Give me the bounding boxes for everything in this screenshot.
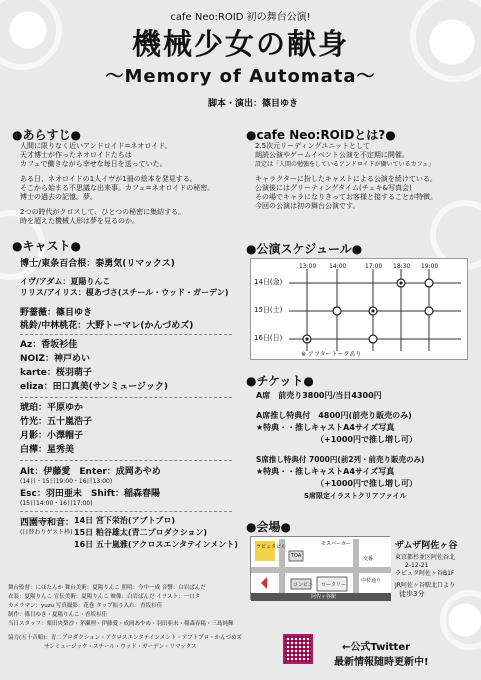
venue-address-line: 2-12-21 <box>405 562 429 569</box>
map-label: TOA <box>291 553 302 559</box>
about-line: 今回の公演は初の舞台公演です。 <box>255 202 360 210</box>
twitter-promo <box>334 638 429 668</box>
page-subtitle: 〜Memory of Automata〜 <box>105 66 376 87</box>
about-heading: ●cafe Neo:ROIDとは?● <box>246 128 396 142</box>
cast-entry: Alt：伊藤愛 Enter：成岡あやめ <box>20 467 161 477</box>
cast-entry: NOIZ：神戸めい <box>20 354 91 364</box>
map-label: 交番 <box>363 556 374 562</box>
about-line: その場でキャラになりきってお客様と接することが特徴。 <box>255 193 437 201</box>
ticket-line: ★特典・・推しキャストA4サイズ写真 <box>256 423 395 432</box>
ticket-line: A席 前売り3800円/当日4300円 <box>256 391 382 400</box>
about-text <box>255 142 475 211</box>
guest-row: 16日 五十嵐雅(アクロスエンタテインメント) <box>74 540 238 549</box>
schedule-grid <box>251 259 469 361</box>
tickets-heading: ●チケット● <box>246 374 314 388</box>
synopsis-line: カフェで働きながら幸せな毎日を送っていた。 <box>20 160 167 168</box>
map-label: 阿佐ヶ谷駅 <box>311 594 337 600</box>
cast-entry: 白樺：星秀美 <box>20 445 75 455</box>
guest-row: 14日 宮下栄治(アブトプロ) <box>74 516 176 525</box>
time-label: 19:00 <box>421 263 439 270</box>
staff-line: 協力(五十音順)：青二プロダクション・アクロスエンタテインメント・アブトプロ・かんづめズ <box>8 635 242 641</box>
twitter-qr-code[interactable] <box>283 634 313 664</box>
cast-entry: eliza：田口真美(サンミュージック) <box>20 382 169 392</box>
day-label: 16日(日) <box>254 334 283 342</box>
cast-entry: 月影：小澤帽子 <box>20 431 84 441</box>
schedule-note: ※ アフタートークあり <box>301 351 362 358</box>
cast-entry: Esc：羽田亜未 Shift：稲森春陽 <box>20 489 161 499</box>
staff-line: 制作：篠目ゆき・夏陽りんこ・香坂衫佳 <box>8 612 108 618</box>
map-label: 中杉通り <box>361 578 382 584</box>
schedule-heading: ●公演スケジュール● <box>246 242 363 256</box>
cast-entry: karte：桜羽萌子 <box>20 368 92 378</box>
venue-access-line: 徒歩3分 <box>399 590 425 598</box>
day-label: 14日(金) <box>254 278 283 286</box>
synopsis-heading: ●あらすじ● <box>12 128 81 142</box>
map-label: コンビニ <box>293 582 314 588</box>
venue-map <box>250 536 390 600</box>
divider <box>20 334 232 335</box>
credit: 脚本・演出：篠目ゆき <box>208 99 299 109</box>
cast-note: (14日・15日19:00・16日13:00) <box>20 478 113 485</box>
synopsis-text <box>20 142 235 226</box>
cast-note: (15日14:00・16日17:00) <box>20 500 93 507</box>
staff-line: サンミュージック・スチール・ウッド・ガーデン・リマックス <box>44 644 197 650</box>
venue-address-line: 東京都杉並区阿佐谷北 <box>395 554 456 561</box>
staff-line: カメラマン：yuzu 写真撮影：花巻 タップ振り入れ：香坂衫佳 <box>8 603 163 609</box>
header-tagline: cafe Neo:ROID 初の舞台公演! <box>170 12 311 23</box>
twitter-update: 最新情報随時更新中! <box>334 657 429 668</box>
venue-access-line: JR阿佐ヶ谷駅北口より <box>395 582 455 589</box>
time-label: 17:00 <box>365 263 383 270</box>
page-title: 機械少女の献身 <box>131 27 349 61</box>
synopsis-line: そこから始まる不思議な出来事。カフェ=ネオロイドの秘密。 <box>20 184 215 192</box>
divider <box>20 511 232 512</box>
cast-entry: 桃鈴/中林桃花：大野トーマレ(かんづめズ) <box>20 321 194 331</box>
venue-address-line: ラピュタ阿佐ヶ谷B1F <box>395 570 455 577</box>
staff-credits <box>8 584 248 652</box>
cast-entry: Az：香坂衫佳 <box>20 340 78 350</box>
time-label: 14:00 <box>329 263 347 270</box>
ticket-line: （+1000円で推し増し可） <box>316 479 417 488</box>
about-line: 公演後にはグリーティングタイム(チェキ&写真会) <box>255 184 412 192</box>
tickets-list <box>256 390 476 502</box>
cast-entry: 博士/東条百合根：泰勇気(リマックス) <box>20 259 175 269</box>
about-line: キャラクターに扮したキャストによる公演を続けている。 <box>255 175 437 183</box>
cast-entry: 竹光：五十嵐浩子 <box>20 417 93 427</box>
guest-row: 15日 粕谷雄太(青二プロダクション) <box>74 528 208 537</box>
ticket-line: S席推し特典付 7000円(前2列・前売り販売のみ) <box>256 455 425 464</box>
venue-name: ザムザ阿佐ヶ谷 <box>395 541 458 551</box>
synopsis-line: 2つの時代がクロスして、ひとつの秘密に集結する。 <box>20 208 186 216</box>
staff-line: 舞台監督：にほたんか 舞台美術：夏陽りんこ 照明：今中一成 音響：白岩ぱんだ <box>8 585 206 591</box>
cast-entry: 西園寺和音： <box>20 518 75 528</box>
time-label: 13:00 <box>299 263 317 270</box>
cast-heading: ●キャスト● <box>12 239 81 253</box>
map-label: ロータリー <box>321 582 347 588</box>
synopsis-line: ある日、ネオロイドの1人イヴが1冊の絵本を発見する。 <box>20 175 197 183</box>
ticket-line: A席推し特典付 4800円(前売り販売のみ) <box>256 411 412 420</box>
twitter-label: ←公式Twitter <box>342 642 411 653</box>
cast-note: (日替わりゲスト枠) <box>20 529 73 536</box>
divider <box>20 397 232 398</box>
map-label: モスバーガー <box>321 541 351 547</box>
cast-entry: イヴ/アダム：夏陽りんこ <box>20 277 111 286</box>
venue-heading: ●会場● <box>246 520 291 534</box>
cast-entry: 野薔薇：篠目ゆき <box>20 308 93 318</box>
day-label: 15日(土) <box>254 306 283 314</box>
about-line: 朗読公演やゲームイベント公演を不定期に開催。 <box>255 151 409 159</box>
ticket-line: （+1000円で推し増し可） <box>316 435 417 444</box>
cast-entry: 琥珀：平原ゆか <box>20 403 84 413</box>
synopsis-line: 博士の過去の記憶。夢。 <box>20 193 97 201</box>
about-line: 2.5次元リーディングユニットとして <box>255 142 371 150</box>
staff-line: 当日スタッフ：栗田央梨沙・茅瀬理・伊藤愛・成岡あやめ・羽田亜未・稲森春陽・三島純輝 <box>8 621 234 627</box>
synopsis-line: 人間に限りなく近いアンドロイド=ネオロイド。 <box>20 142 172 150</box>
synopsis-line: 時を超えた機械人形は夢を見るのか。 <box>20 217 139 225</box>
cast-entry: リリス/アイリス：榎あづさ(スチール・ウッド・ガーデン) <box>20 288 229 297</box>
staff-line: 衣装：夏陽りんこ 宣伝美術：夏陽りんこ 映像：白岩ぱんだ イラスト：一口タ <box>8 594 201 600</box>
map-label: ラピュタビル <box>256 544 287 550</box>
schedule-table <box>250 258 468 360</box>
ticket-line: ★特典・・推しキャストA4サイズ写真 <box>256 467 395 476</box>
cast-list <box>20 256 238 551</box>
about-line: 設定は「人間の勉強をしているアンドロイドが働いているカフェ」 <box>255 161 435 168</box>
ticket-line: S席限定イラストクリアファイル <box>304 492 407 500</box>
synopsis-line: 天才博士が作ったネオロイドたちは <box>20 151 132 159</box>
divider <box>20 460 232 461</box>
time-label: 18:30 <box>393 263 411 270</box>
venue-info <box>395 538 479 599</box>
